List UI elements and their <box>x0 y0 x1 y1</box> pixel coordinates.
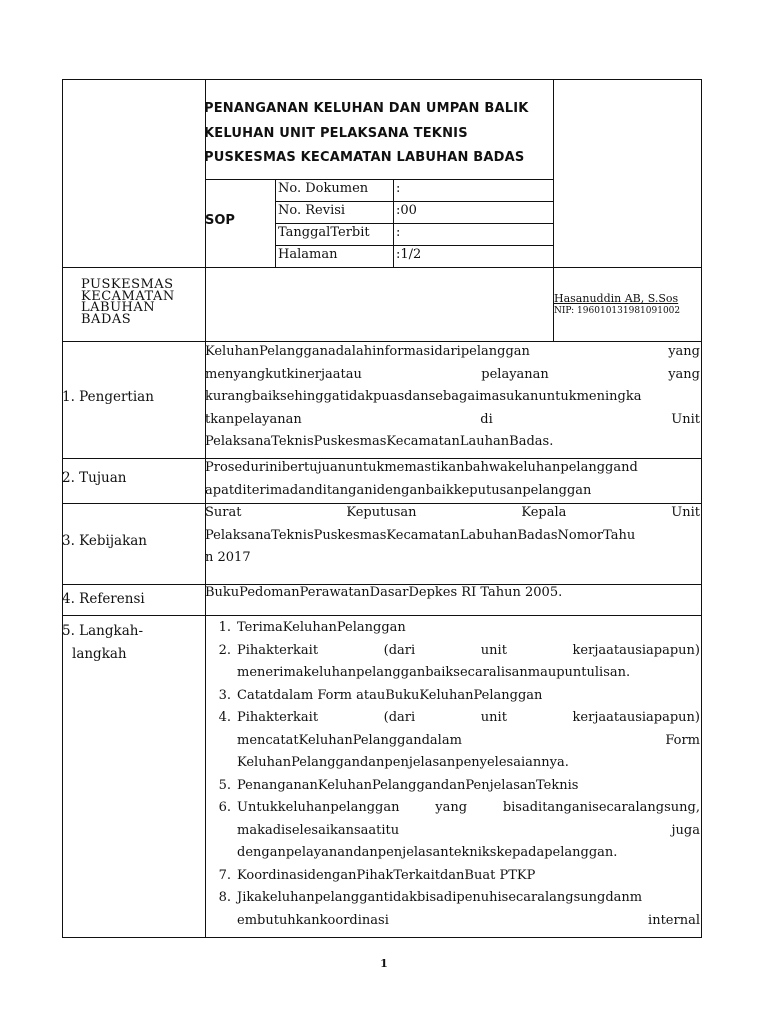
step-line: KeluhanPelanggandanpenjelasanpenyelesaiannya. <box>237 755 569 770</box>
step-number: 6. <box>218 800 231 815</box>
body-line: Surat Keputusan Kepala Unit <box>205 505 700 520</box>
page-number: 1 <box>380 957 388 970</box>
body-line: apatditerimadanditanganidenganbaikkeputusanpelanggan <box>205 482 592 498</box>
body-line: KeluhanPelangganadalahinformasidaripelanggan yang <box>205 344 700 359</box>
step-line: embutuhkankoordinasi internal <box>237 912 700 928</box>
body-line: PelaksanaTeknisPuskesmasKecamatanLauhanBadas. <box>205 434 554 449</box>
meta-value-dokumen: : <box>396 181 401 196</box>
body-line: PelaksanaTeknisPuskesmasKecamatanLabuhanBadasNomorTahu <box>205 527 636 543</box>
step-line: Jikakeluhanpelanggantidakbisadipenuhisecaralangsungdanm <box>237 890 643 905</box>
list-item <box>205 685 700 708</box>
step-number: 8. <box>218 890 231 905</box>
meta-label-tanggal: TanggalTerbit <box>278 225 370 240</box>
body-line: Prosedurinibertujuanuntukmemastikanbahwakeluhanpelanggand <box>205 460 638 475</box>
section-label-referensi: 4. Referensi <box>62 591 145 607</box>
step-line: Pihakterkait (dari unit kerjaatausiapapun) <box>237 710 700 725</box>
org-name-line: PUSKESMAS <box>81 277 174 292</box>
org-name-line: LABUHAN <box>81 300 156 315</box>
section-body-referensi <box>205 582 700 605</box>
body-line: BukuPedomanPerawatanDasarDepkes RI Tahun 2005. <box>205 585 563 600</box>
steps-list <box>205 617 700 932</box>
step-number: 2. <box>218 642 231 658</box>
body-line: kurangbaiksehinggatidakpuasdansebagaimasukanuntukmeningka <box>205 389 642 404</box>
section-label-pengertian: 1. Pengertian <box>62 389 154 405</box>
doc-title-line-2: KELUHAN UNIT PELAKSANA TEKNIS <box>204 126 468 141</box>
signer-name: Hasanuddin AB, S.Sos <box>554 292 679 305</box>
org-name-line: BADAS <box>81 311 132 327</box>
section-body-kebijakan <box>205 502 700 570</box>
list-item <box>205 887 700 932</box>
meta-label-dokumen: No. Dokumen <box>278 181 369 196</box>
list-item <box>205 707 700 775</box>
signer-nip: NIP: 196010131981091002 <box>554 306 681 316</box>
body-line: n 2017 <box>205 550 251 565</box>
meta-value-halaman: :1/2 <box>396 247 422 262</box>
section-body-tujuan <box>205 457 700 502</box>
step-line: menerimakeluhanpelangganbaiksecaralisanmaupuntulisan. <box>237 665 631 680</box>
step-line: TerimaKeluhanPelanggan <box>237 620 406 635</box>
sop-label: SOP <box>205 213 235 228</box>
section-label-tujuan: 2. Tujuan <box>62 470 127 486</box>
doc-title-line-1: PENANGANAN KELUHAN DAN UMPAN BALIK <box>204 101 529 116</box>
list-item <box>205 797 700 865</box>
step-line: denganpelayanandanpenjelasanteknikskepadapelanggan. <box>237 845 618 860</box>
meta-value-revisi: :00 <box>396 203 417 218</box>
step-number: 1. <box>218 620 231 635</box>
section-body-pengertian <box>205 341 700 454</box>
doc-title-line-3: PUSKESMAS KECAMATAN LABUHAN BADAS <box>204 150 525 165</box>
step-line: Untukkeluhanpelanggan yang bisaditanganisecaralangsung, <box>237 800 700 815</box>
step-line: makadiselesaikansaatitu juga <box>237 822 700 838</box>
meta-label-revisi: No. Revisi <box>278 203 346 218</box>
org-name-line: KECAMATAN <box>81 288 175 304</box>
list-item <box>205 617 700 640</box>
step-line: mencatatKeluhanPelanggandalam Form <box>237 732 700 748</box>
list-item <box>205 775 700 798</box>
label-line: 5. Langkah- <box>62 623 144 639</box>
step-number: 4. <box>218 710 231 725</box>
meta-value-tanggal: : <box>396 225 401 240</box>
step-number: 7. <box>218 867 231 883</box>
section-label-langkah <box>62 620 143 665</box>
step-line: KoordinasidenganPihakTerkaitdanBuat PTKP <box>237 867 536 883</box>
step-number: 3. <box>218 687 231 703</box>
meta-label-halaman: Halaman <box>278 247 338 262</box>
step-line: PenangananKeluhanPelanggandanPenjelasanTeknis <box>237 777 579 793</box>
body-line: menyangkutkinerjaatau pelayanan yang <box>205 366 700 382</box>
body-line: tkanpelayanan di Unit <box>205 411 700 427</box>
label-line: langkah <box>72 645 127 662</box>
list-item <box>205 865 700 888</box>
section-label-kebijakan: 3. Kebijakan <box>62 533 148 549</box>
step-number: 5. <box>218 777 231 793</box>
step-line: Pihakterkait (dari unit kerjaatausiapapun) <box>237 642 700 658</box>
list-item <box>205 640 700 685</box>
step-line: Catatdalam Form atauBukuKeluhanPelanggan <box>237 687 543 703</box>
org-name <box>81 279 175 325</box>
